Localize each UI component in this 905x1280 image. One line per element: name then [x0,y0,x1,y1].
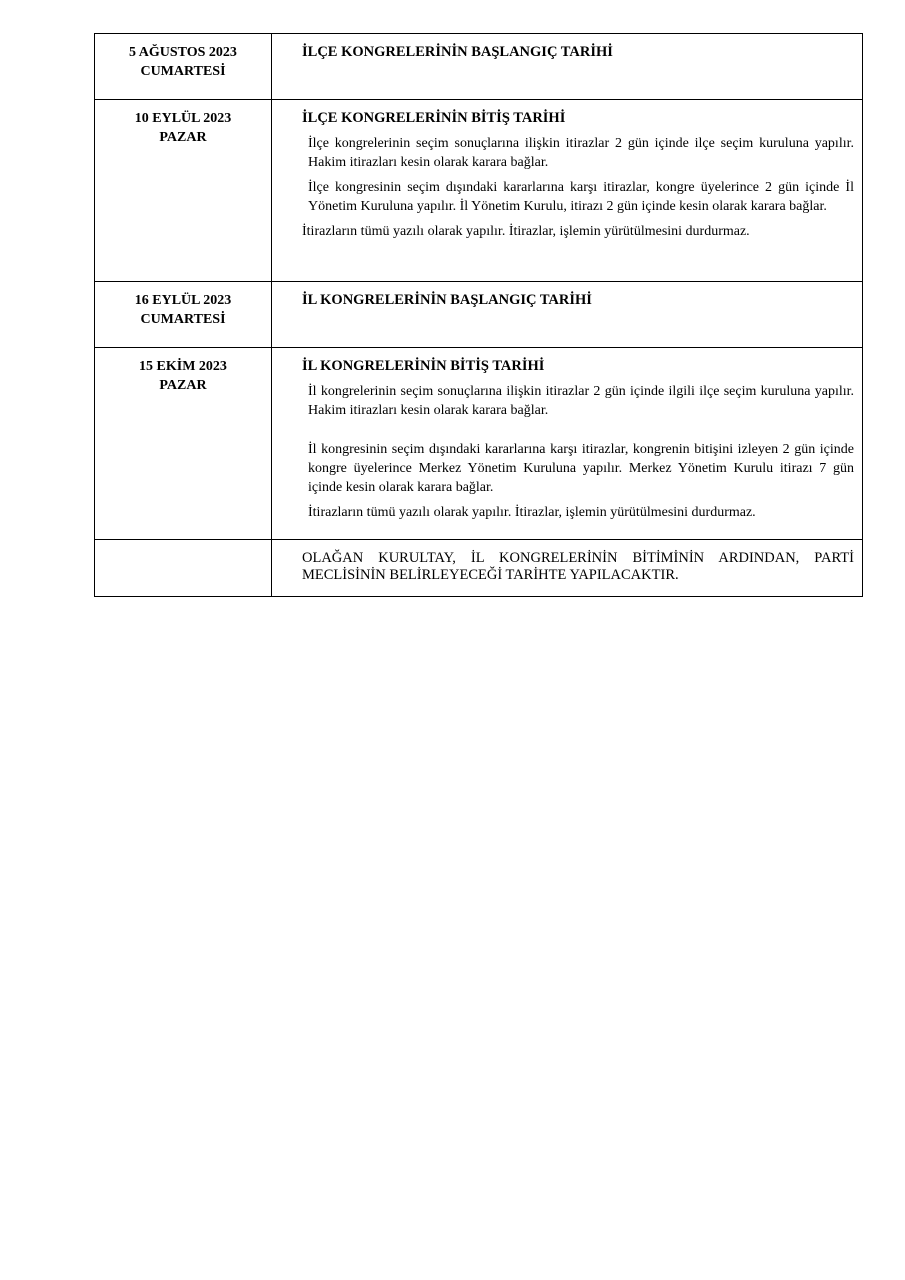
description-cell [272,282,863,348]
paragraph: İlçe kongresinin seçim dışındaki kararlarına karşı itirazlar, kongre üyelerince 2 gün içinde İl Yönetim Kuruluna yapılır. İl Yönetim Kurulu, itirazı 2 gün içinde kesin olarak karara bağlar. [308,180,854,214]
row-heading: İLÇE KONGRELERİNİN BAŞLANGIÇ TARİHİ [302,44,613,60]
schedule-row [95,282,863,348]
date-cell [95,100,272,282]
paragraph: İlçe kongrelerinin seçim sonuçlarına ilişkin itirazlar 2 gün içinde ilçe seçim kuruluna yapılır. Hakim itirazları kesin olarak karara bağlar. [308,136,854,170]
row-heading: İLÇE KONGRELERİNİN BİTİŞ TARİHİ [302,110,566,126]
empty-date-cell [95,540,272,597]
schedule-row [95,34,863,100]
congress-schedule-table [94,33,863,597]
row-heading: İL KONGRELERİNİN BİTİŞ TARİHİ [302,358,545,374]
schedule-row [95,540,863,597]
date-cell [95,348,272,540]
weekday-text: PAZAR [159,130,207,145]
weekday-text: PAZAR [159,378,207,393]
date-text: 16 EYLÜL 2023 [134,293,232,308]
paragraph: İl kongrelerinin seçim sonuçlarına ilişkin itirazlar 2 gün içinde ilgili ilçe seçim kuruluna yapılır. Hakim itirazları kesin olarak karara bağlar. [308,384,854,418]
date-text: 10 EYLÜL 2023 [134,111,232,126]
kurultay-note: OLAĞAN KURULTAY, İL KONGRELERİNİN BİTİMİNİN ARDINDAN, PARTİ MECLİSİNİN BELİRLEYECEĞİ TARİHTE YAPILACAKTIR. [272,540,863,597]
description-cell [272,34,863,100]
description-cell [272,348,863,540]
description-cell [272,100,863,282]
schedule-row [95,348,863,540]
paragraph: İtirazların tümü yazılı olarak yapılır. İtirazlar, işlemin yürütülmesini durdurmaz. [308,505,756,520]
schedule-row [95,100,863,282]
weekday-text: CUMARTESİ [140,64,226,79]
date-text: 15 EKİM 2023 [139,359,227,374]
weekday-text: CUMARTESİ [140,312,226,327]
date-cell [95,282,272,348]
date-cell [95,34,272,100]
date-text: 5 AĞUSTOS 2023 [129,45,237,60]
row-heading: İL KONGRELERİNİN BAŞLANGIÇ TARİHİ [302,292,592,308]
paragraph: İtirazların tümü yazılı olarak yapılır. İtirazlar, işlemin yürütülmesini durdurmaz. [302,224,750,239]
paragraph: İl kongresinin seçim dışındaki kararlarına karşı itirazlar, kongrenin bitişini izleyen 2 gün içinde kongre üyelerince Merkez Yönetim Kuruluna yapılır. Merkez Yönetim Kurulu itirazı 7 gün içinde kesin olarak karara bağlar. [308,442,854,495]
